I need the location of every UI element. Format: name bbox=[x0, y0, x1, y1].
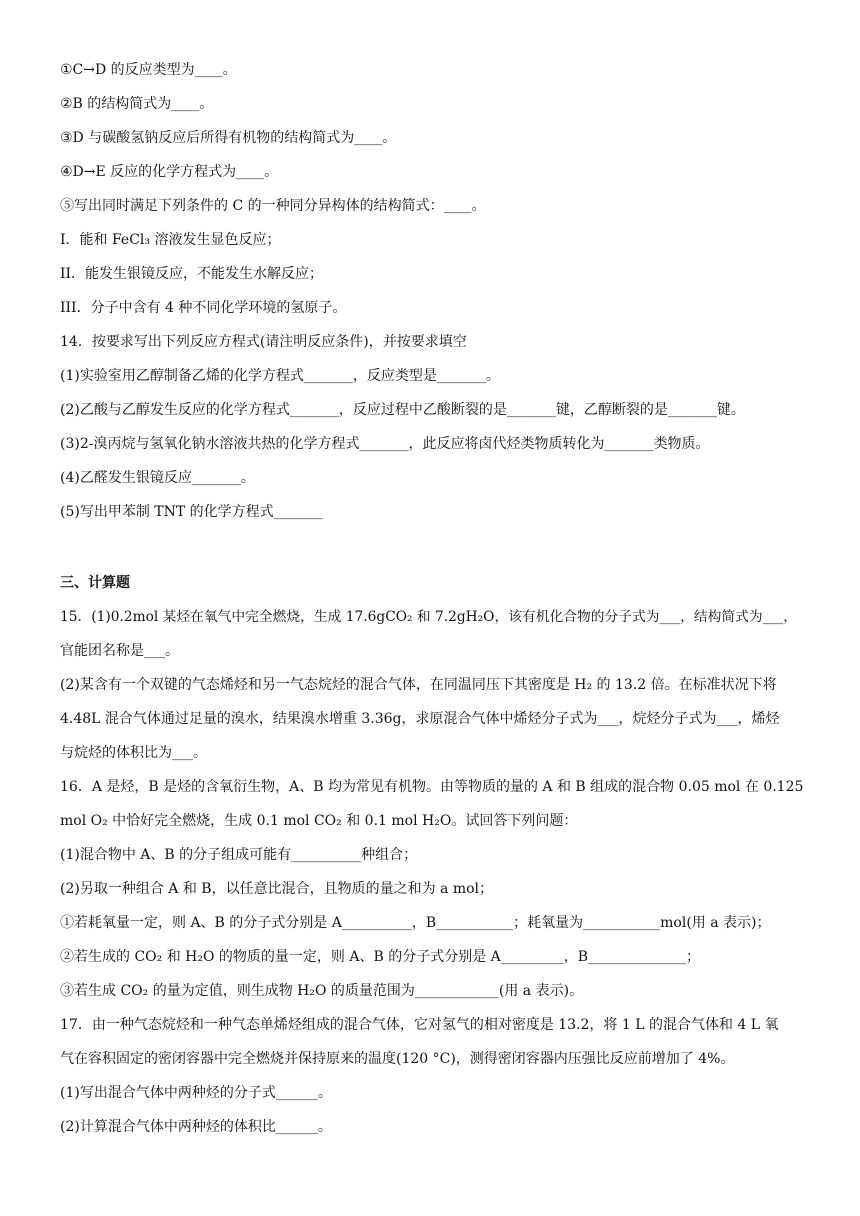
section-heading: 三、计算题 bbox=[60, 575, 130, 591]
q16-sub1: ①若耗氧量一定，则 A、B 的分子式分别是 A__________，B___________；耗氧量为___________mol(用 a 表示)； bbox=[60, 915, 771, 931]
condition-3: III．分子中含有 4 种不同化学环境的氢原子。 bbox=[60, 300, 347, 316]
q14-part2: (2)乙酸与乙醇发生反应的化学方程式_______，反应过程中乙酸断裂的是_______键，乙醇断裂的是_______键。 bbox=[60, 402, 745, 418]
q14-part5: (5)写出甲苯制 TNT 的化学方程式_______ bbox=[60, 504, 323, 520]
q16-line2: mol O₂ 中恰好完全燃烧，生成 0.1 mol CO₂ 和 0.1 mol H₂O。试回答下列问题： bbox=[60, 813, 578, 829]
q15-line5: 与烷烃的体积比为___。 bbox=[60, 745, 207, 761]
q17-line2: 气在容积固定的密闭容器中完全燃烧并保持原来的温度(120 °C)，测得密闭容器内压强比反应前增加了 4%。 bbox=[60, 1051, 735, 1067]
q15-line1: 15．(1)0.2mol 某烃在氧气中完全燃烧，生成 17.6gCO₂ 和 7.2gH₂O，该有机化合物的分子式为___，结构简式为___， bbox=[60, 609, 797, 625]
q15-line4: 4.48L 混合气体通过足量的溴水，结果溴水增重 3.36g，求原混合气体中烯烃分子式为___，烷烃分子式为___，烯烃 bbox=[60, 711, 780, 727]
q14-stem: 14．按要求写出下列反应方程式(请注明反应条件)，并按要求填空 bbox=[60, 334, 467, 350]
q16-sub2: ②若生成的 CO₂ 和 H₂O 的物质的量一定，则 A、B 的分子式分别是 A_________，B______________； bbox=[60, 949, 701, 965]
q13-sub3: ③D 与碳酸氢钠反应后所得有机物的结构简式为____。 bbox=[60, 130, 397, 146]
q16-part1: (1)混合物中 A、B 的分子组成可能有__________种组合； bbox=[60, 847, 418, 863]
q14-part4: (4)乙醛发生银镜反应_______。 bbox=[60, 470, 255, 486]
q15-line2: 官能团名称是___。 bbox=[60, 643, 179, 659]
q13-sub2: ②B 的结构简式为____。 bbox=[60, 96, 214, 112]
q13-sub5: ⑤写出同时满足下列条件的 C 的一种同分异构体的结构简式：____。 bbox=[60, 198, 486, 214]
q16-sub3: ③若生成 CO₂ 的量为定值，则生成物 H₂O 的质量范围为____________(用 a 表示)。 bbox=[60, 983, 584, 999]
q13-sub1: ①C→D 的反应类型为____。 bbox=[60, 62, 237, 78]
q16-part2: (2)另取一种组合 A 和 B，以任意比混合，且物质的量之和为 a mol； bbox=[60, 881, 494, 897]
q17-part1: (1)写出混合气体中两种烃的分子式______。 bbox=[60, 1085, 332, 1101]
q14-part1: (1)实验室用乙醇制备乙烯的化学方程式_______，反应类型是_______。 bbox=[60, 368, 500, 384]
condition-2: II．能发生银镜反应，不能发生水解反应； bbox=[60, 266, 324, 282]
q14-part3: (3)2-溴丙烷与氢氧化钠水溶液共热的化学方程式_______，此反应将卤代烃类物质转化为_______类物质。 bbox=[60, 436, 710, 452]
condition-1: I．能和 FeCl₃ 溶液发生显色反应； bbox=[60, 232, 281, 248]
q17-part2: (2)计算混合气体中两种烃的体积比______。 bbox=[60, 1119, 332, 1135]
q13-sub4: ④D→E 反应的化学方程式为____。 bbox=[60, 164, 279, 180]
q17-line1: 17．由一种气态烷烃和一种气态单烯烃组成的混合气体，它对氢气的相对密度是 13.2，将 1 L 的混合气体和 4 L 氧 bbox=[60, 1017, 779, 1033]
q15-line3: (2)某含有一个双键的气态烯烃和另一气态烷烃的混合气体，在同温同压下其密度是 H₂ 的 13.2 倍。在标准状况下将 bbox=[60, 677, 777, 693]
q16-line1: 16．A 是烃，B 是烃的含氧衍生物，A、B 均为常见有机物。由等物质的量的 A 和 B 组成的混合物 0.05 mol 在 0.125 bbox=[60, 779, 804, 795]
